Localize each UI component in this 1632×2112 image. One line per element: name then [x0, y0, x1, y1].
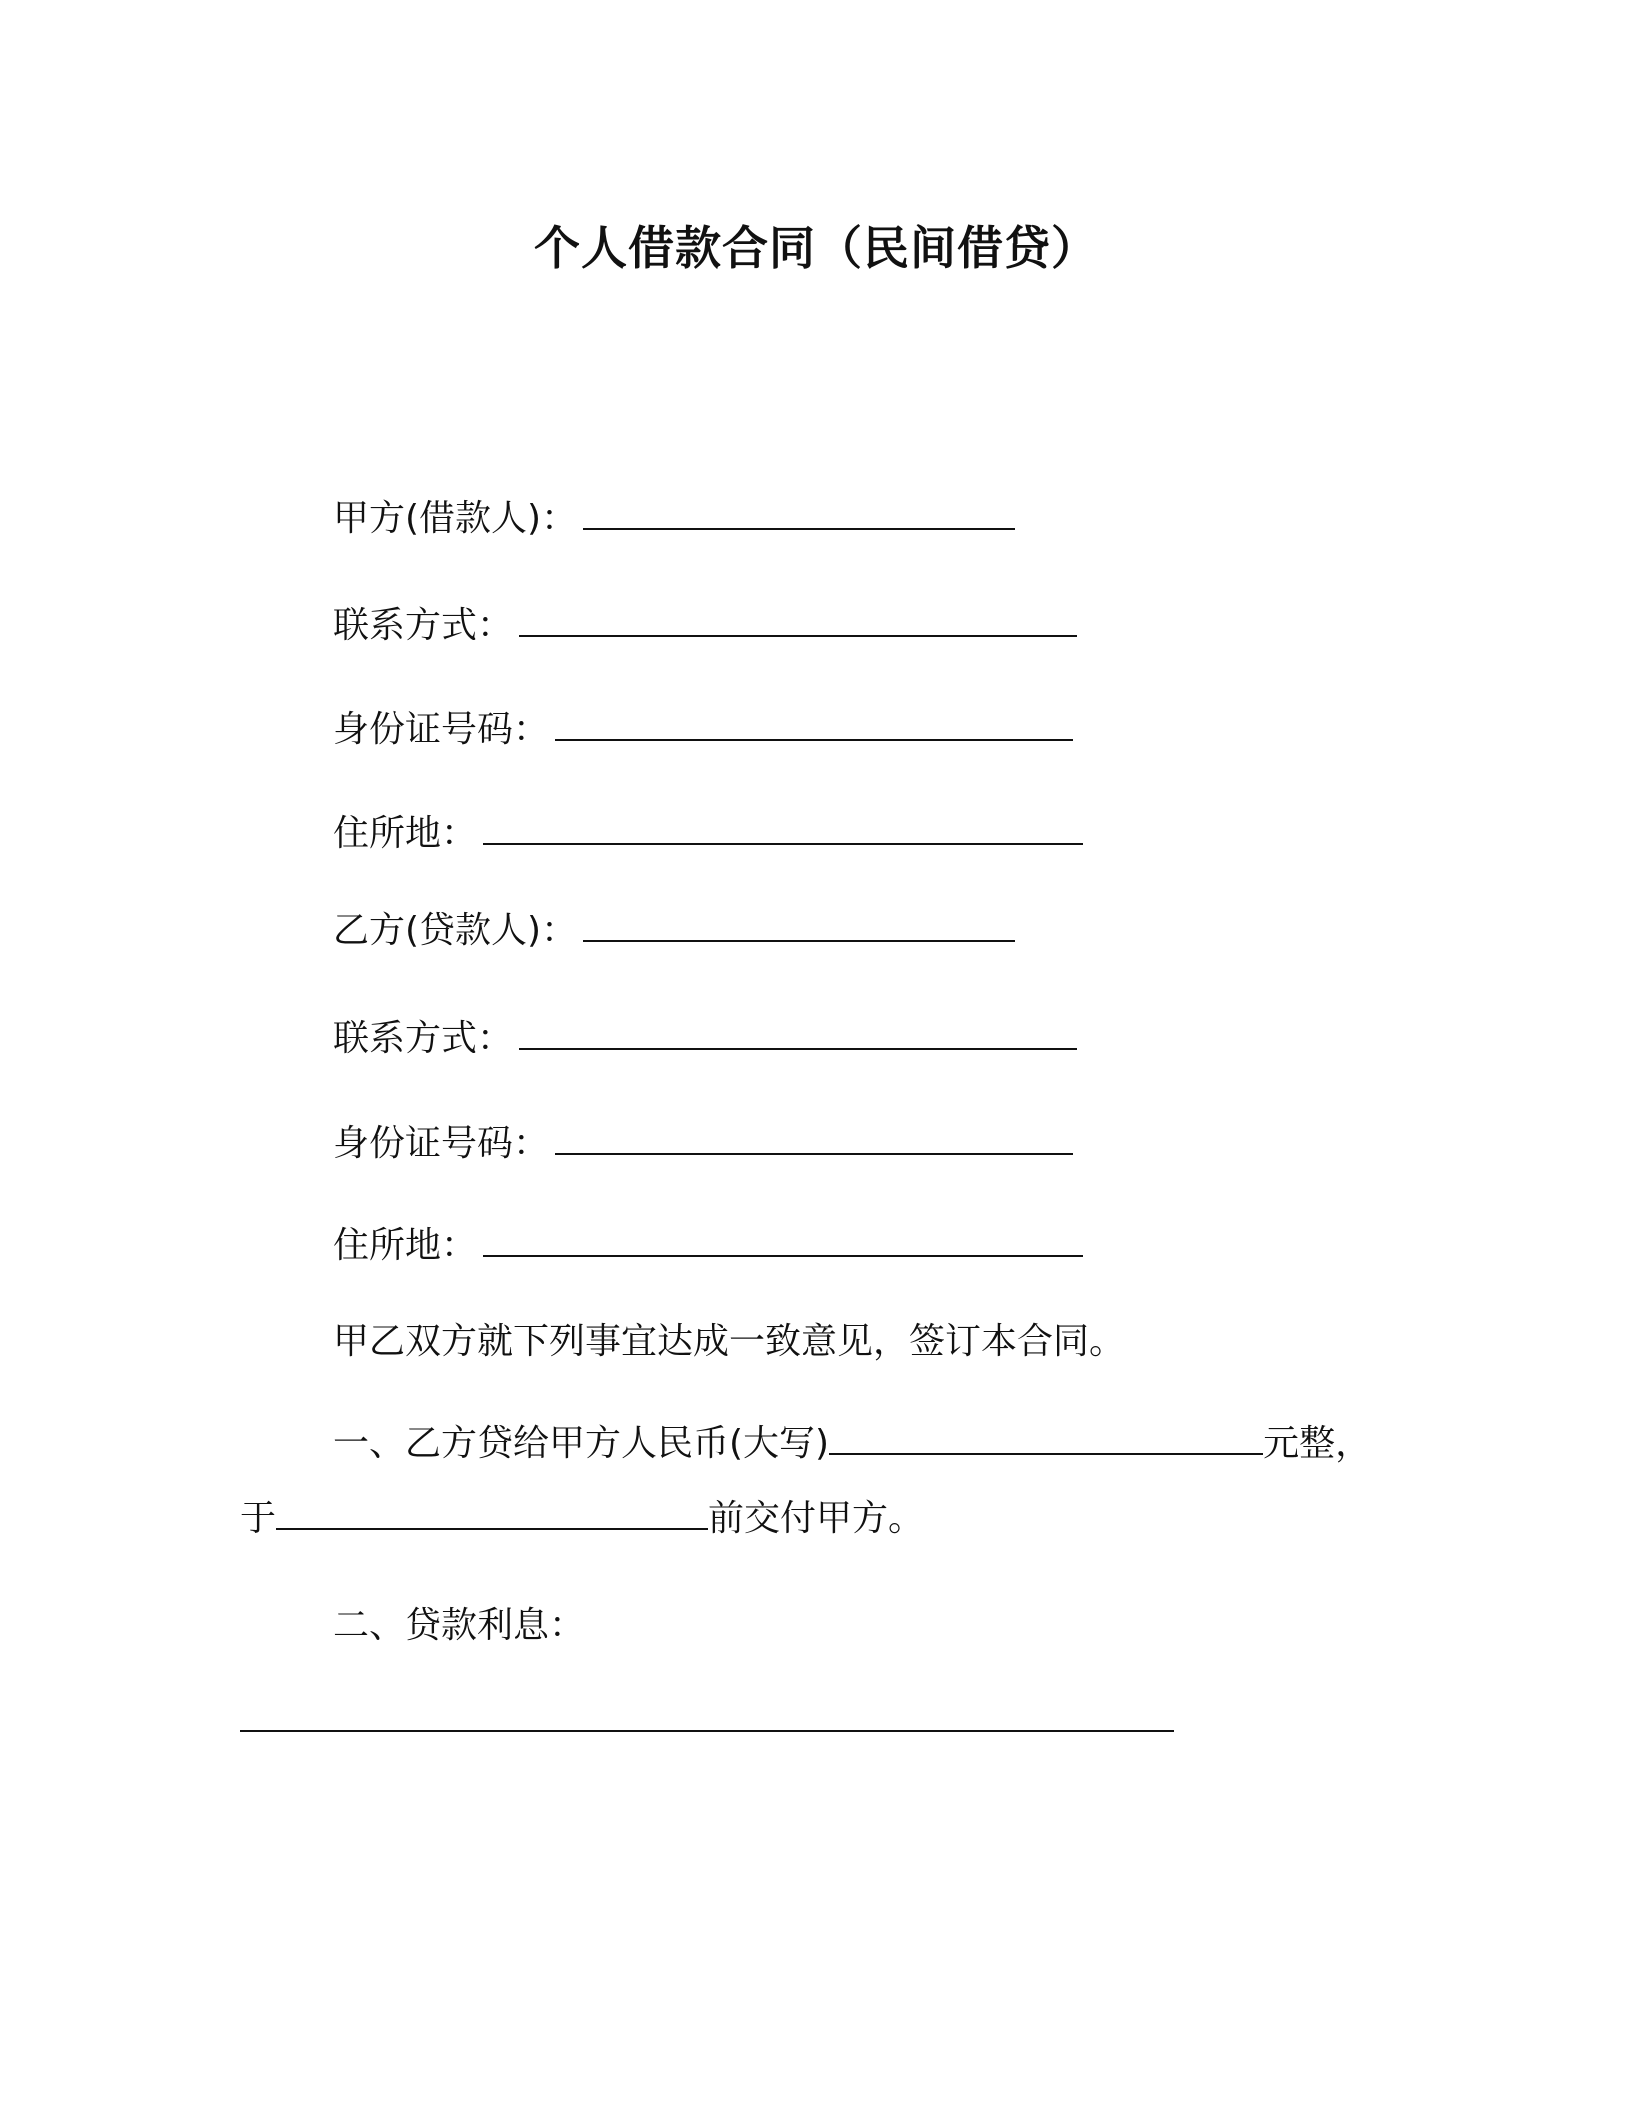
- clause-1-line-2: [240, 1495, 924, 1543]
- clause-1-text-d: 前交付甲方。: [708, 1498, 925, 1539]
- party-b-contact-label: 联系方式：: [333, 1018, 514, 1059]
- party-a-contact-label: 联系方式：: [333, 605, 514, 646]
- party-a-id-blank[interactable]: [555, 709, 1073, 741]
- party-b-contact-blank[interactable]: [519, 1018, 1077, 1050]
- party-a-id-label: 身份证号码：: [333, 709, 550, 750]
- loan-amount-blank[interactable]: [829, 1423, 1263, 1455]
- party-b-address-label: 住所地：: [333, 1225, 478, 1266]
- party-b-address-row: [333, 1222, 1083, 1270]
- party-a-id-row: [333, 706, 1073, 754]
- party-b-id-label: 身份证号码：: [333, 1123, 550, 1164]
- party-a-contact-row: [333, 602, 1077, 650]
- party-a-contact-blank[interactable]: [519, 605, 1077, 637]
- clause-1-text-a: 一、乙方贷给甲方人民币(大写): [333, 1423, 830, 1464]
- clause-1-text-b: 元整，: [1263, 1423, 1372, 1464]
- interest-blank-line[interactable]: [240, 1730, 1174, 1732]
- party-b-id-blank[interactable]: [555, 1123, 1073, 1155]
- clause-1-line-1: [333, 1420, 1371, 1468]
- delivery-date-blank[interactable]: [276, 1498, 708, 1530]
- page-title: 个人借款合同（民间借贷）: [534, 221, 1098, 275]
- clause-2-heading: 二、贷款利息：: [333, 1605, 586, 1646]
- party-b-name-row: [333, 907, 1015, 955]
- party-a-address-label: 住所地：: [333, 813, 478, 854]
- party-a-address-blank[interactable]: [483, 813, 1083, 845]
- party-b-id-row: [333, 1120, 1073, 1168]
- party-a-name-blank[interactable]: [583, 498, 1015, 530]
- party-b-name-label: 乙方(贷款人)：: [333, 910, 578, 951]
- party-b-address-blank[interactable]: [483, 1225, 1083, 1257]
- clause-1-text-c: 于: [240, 1498, 277, 1539]
- party-b-contact-row: [333, 1015, 1077, 1063]
- party-a-name-label: 甲方(借款人)：: [333, 498, 578, 539]
- party-b-name-blank[interactable]: [583, 910, 1015, 942]
- intro-paragraph: 甲乙双方就下列事宜达成一致意见，签订本合同。: [333, 1321, 1126, 1362]
- party-a-address-row: [333, 810, 1083, 858]
- party-a-name-row: [333, 495, 1015, 543]
